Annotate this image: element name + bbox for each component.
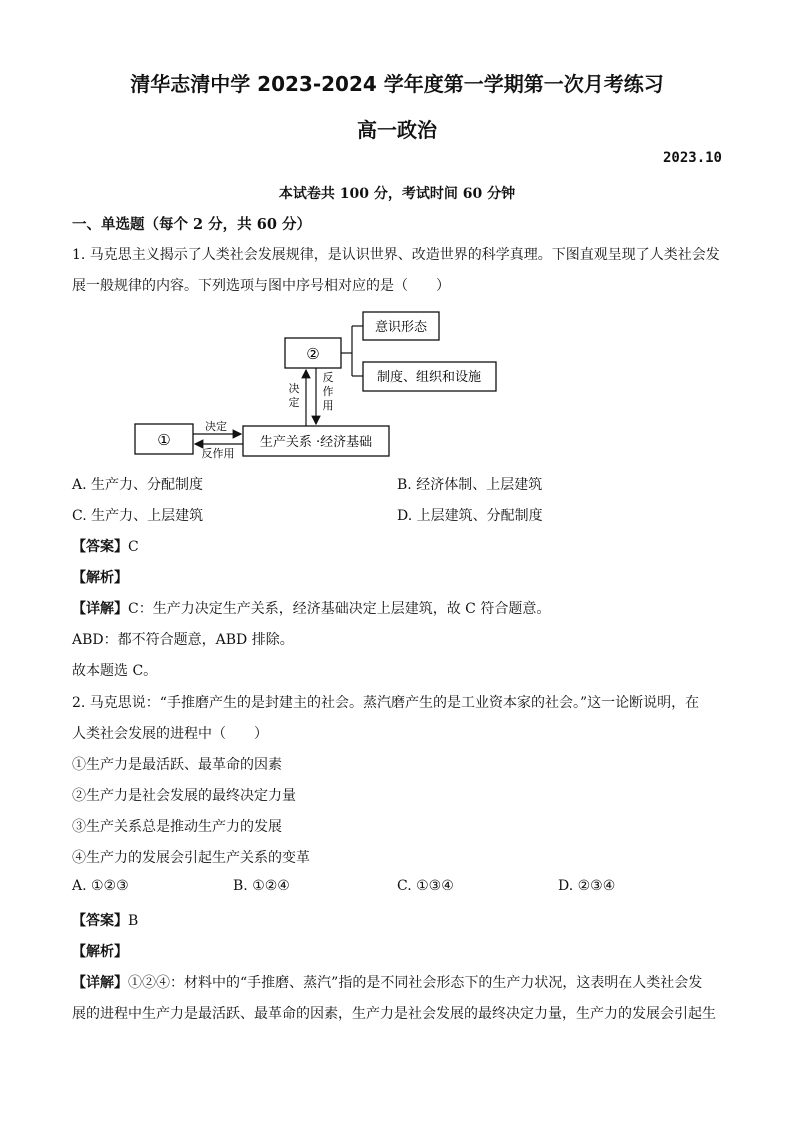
q1-detail [72,598,550,618]
q2-detail-line2: 展的进程中生产力是最活跃、最革命的因素，生产力是社会发展的最终决定力量，生产力的发展会引起生 [72,1006,716,1022]
q1-diagram [130,305,510,465]
detail-text: C：生产力决定生产关系，经济基础决定上层建筑，故 C 符合题意。 [128,601,551,617]
diagram-box-base-label: 生产关系 ·经济基础 [259,435,373,450]
q2-option-c: C. ①③④ [397,878,454,894]
exam-date: 2023.10 [662,150,722,166]
q1-option-c: C. 生产力、上层建筑 [72,508,204,524]
arrow-react-v-char2: 作 [322,385,334,398]
q2-analysis-label: 【解析】 [72,944,128,960]
diagram-box-ideology-label: 意识形态 [374,320,428,335]
q2-statement-3: ③生产关系总是推动生产力的发展 [72,819,282,835]
q2-detail-line1 [72,972,702,992]
q1-stem-line1: 1. 马克思主义揭示了人类社会发展规律，是认识世界、改造世界的科学真理。下图直观呈现了人类社会发 [72,247,720,263]
arrow-react-h-label: 反作用 [201,447,235,460]
q2-option-d: D. ②③④ [558,878,616,894]
q1-option-d: D. 上层建筑、分配制度 [397,508,543,524]
q2-option-b: B. ①②④ [233,878,290,894]
arrow-react-v-char1: 反 [322,371,334,384]
q1-answer [72,536,139,556]
q1-option-a: A. 生产力、分配制度 [72,477,204,493]
q1-conclusion: 故本题选 C。 [72,663,158,679]
arrow-decide-v-char2: 定 [288,396,300,409]
q1-stem-line2: 展一般规律的内容。下列选项与图中序号相对应的是（ ） [72,278,450,294]
detail-label: 【详解】 [72,975,128,991]
exam-subject: 高一政治 [357,118,437,142]
q1-analysis-label: 【解析】 [72,570,128,586]
arrow-decide-v-char1: 决 [288,382,300,395]
diagram-box-2-label: ② [306,345,320,363]
diagram-box-institution-label: 制度、组织和设施 [376,370,482,385]
q1-option-b: B. 经济体制、上层建筑 [397,477,543,493]
exam-note: 本试卷共 100 分，考试时间 60 分钟 [278,186,516,202]
q2-stem-line1: 2. 马克思说：“手推磨产生的是封建主的社会。蒸汽磨产生的是工业资本家的社会。”这一论断说明，在 [72,695,700,711]
diagram-box-1-label: ① [157,431,171,449]
answer-value: B [128,913,139,929]
arrow-decide-h-label: 决定 [205,420,227,433]
section-title: 一、单选题（每个 2 分，共 60 分） [72,216,311,233]
q2-statement-1: ①生产力是最活跃、最革命的因素 [72,757,282,773]
q1-abd: ABD：都不符合题意，ABD 排除。 [72,632,294,648]
q2-option-a: A. ①②③ [72,878,129,894]
q2-stem-line2: 人类社会发展的进程中（ ） [72,726,268,742]
answer-label: 【答案】 [72,913,128,929]
answer-value: C [128,539,139,555]
q2-statement-2: ②生产力是社会发展的最终决定力量 [72,788,296,804]
q2-statement-4: ④生产力的发展会引起生产关系的变革 [72,850,310,866]
q2-answer [72,910,138,930]
detail-text: ①②④：材料中的“手推磨、蒸汽”指的是不同社会形态下的生产力状况，这表明在人类社会发 [128,975,703,991]
exam-title: 清华志清中学 2023-2024 学年度第一学期第一次月考练习 [130,72,664,96]
arrow-react-v-char3: 用 [322,399,334,412]
answer-label: 【答案】 [72,539,128,555]
detail-label: 【详解】 [72,601,128,617]
